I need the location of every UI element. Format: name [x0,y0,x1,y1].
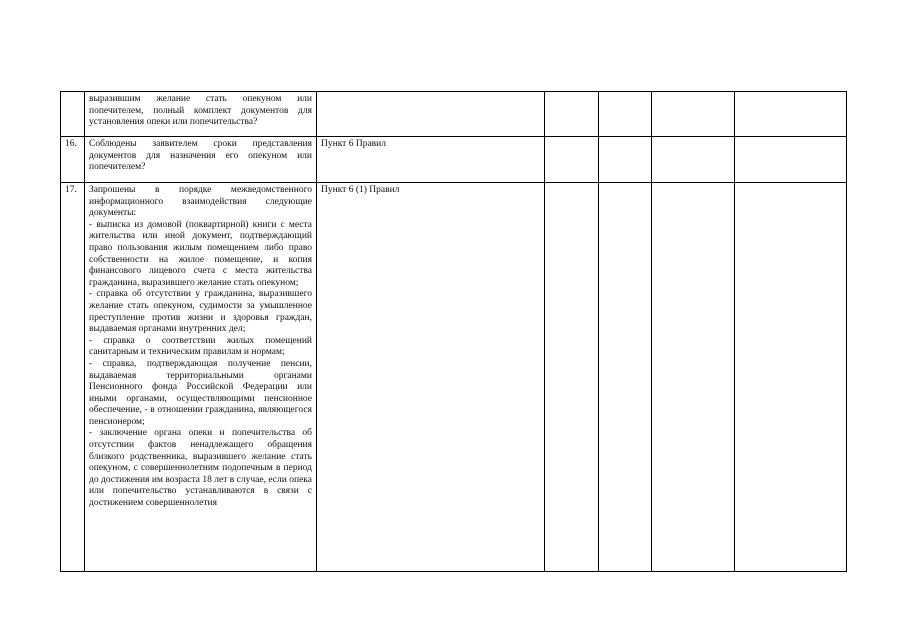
reference-cell [317,92,545,137]
answer-cell [545,137,599,183]
reference-cell: Пункт 6 (1) Правил [317,183,545,572]
answer-cell [545,92,599,137]
answer-cell [599,137,652,183]
question-cell: Соблюдены заявителем сроки представления документов для назначения его опекуном или попечителем? [85,137,317,183]
note-cell [735,137,847,183]
reference-cell: Пункт 6 Правил [317,137,545,183]
row-number: 17. [61,183,85,572]
checklist-table [60,91,847,572]
answer-cell [599,183,652,572]
answer-cell [652,92,735,137]
table-row [61,183,847,572]
table-row [61,92,847,137]
row-number [61,92,85,137]
table-row [61,137,847,183]
answer-cell [652,183,735,572]
answer-cell [599,92,652,137]
row-number: 16. [61,137,85,183]
question-cell: Запрошены в порядке межведомственного информационного взаимодействия следующие документы: - выписка из домовой (поквартирной) книги с места жительства или иной документ, подтверждающий право пользования жилым помещением либо право собственности на жилое помещение, и копия финансового лицевого счета с места жительства гражданина, выразившего желание стать опекуном; - справка об отсутствии у гражданина, выразившего желание стать опекуном, судимости за умышленное преступление против жизни и здоровья граждан, выдаваемая органами внутренних дел; - справка о соответствии жилых помещений санитарным и техническим правилам и нормам; - справка, подтверждающая получение пенсии, выдаваемая территориальными органами Пенсионного фонда Российской Федерации или иными органами, осуществляющими пенсионное обеспечение, - в отношении гражданина, являющегося пенсионером; - заключение органа опеки и попечительства об отсутствии фактов ненадлежащего обращения близкого родственника, выразившего желание стать опекуном, с совершеннолетним подопечным в период до достижения им возраста 18 лет в случае, если опека или попечительство устанавливаются в связи с достижением совершеннолетия [85,183,317,572]
question-cell: выразившим желание стать опекуном или попечителем, полный комплект документов для установления опеки или попечительства? [85,92,317,137]
answer-cell [545,183,599,572]
note-cell [735,92,847,137]
note-cell [735,183,847,572]
answer-cell [652,137,735,183]
